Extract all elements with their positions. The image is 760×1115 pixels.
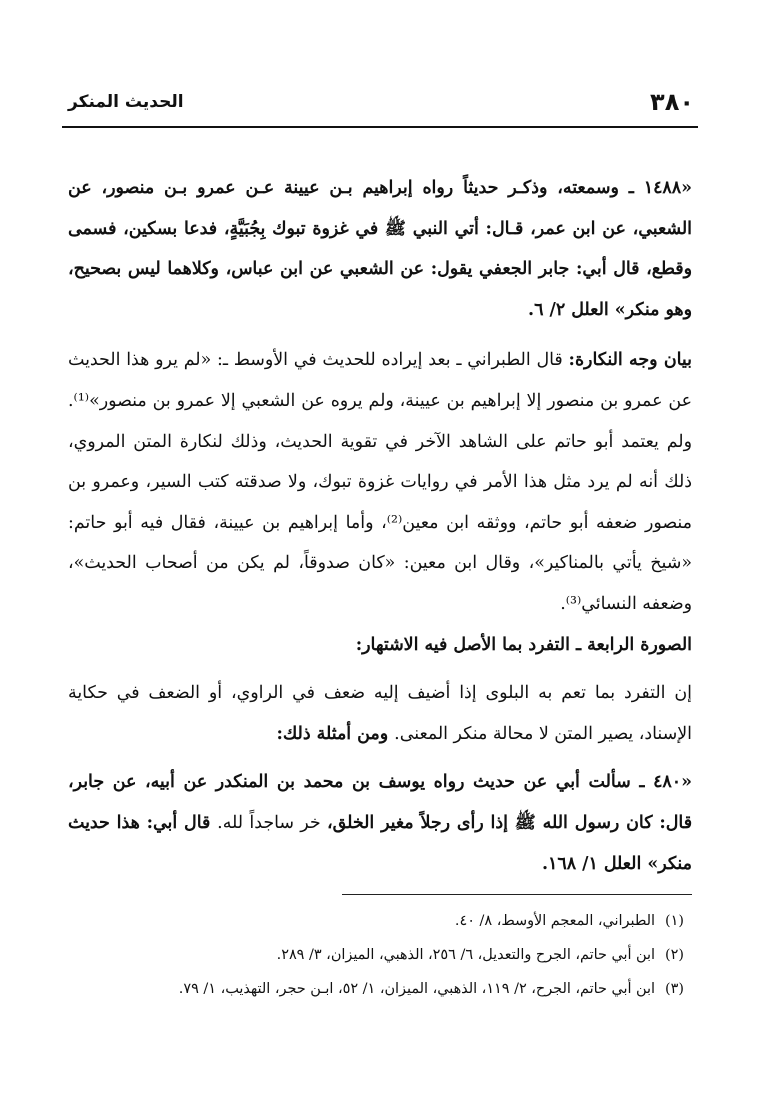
footnote-text: ابن أبي حاتم، الجرح والتعديل، ٦/ ٢٥٦، الذهبي، الميزان، ٣/ ٢٨٩. [276, 947, 656, 963]
footnote-number: (٢) [665, 947, 684, 963]
intro-text: إن التفرد بما تعم به البلوى إذا أضيف إليه ضعف في الراوي، أو الضعف في حكاية الإسناد، يصير المتن لا محالة منكر المعنى. [68, 683, 692, 744]
footnote-number: (١) [665, 913, 684, 929]
footnotes [74, 906, 684, 1008]
explanation-lead: بيان وجه النكارة: [568, 350, 693, 371]
hadith-480-part-b: قال أبي: هذا حديث منكر» العلل ١/ ١٦٨. [68, 812, 692, 874]
explanation-text: قال الطبراني ـ بعد إيراده للحديث في الأوسط ـ: «لم يرو هذا الحديث عن عمرو بن منصور إلا إبراهيم بن عيينة، ولم يروه عن الشعبي إلا عمرو بن منصور»⁽¹⁾. ولم يعتمد أبو حاتم على الشاهد الآخر في تقوية الحديث، وذلك لنكارة المتن المروي، ذلك أنه لم يرد مثل هذا الأمر في روايات غزوة تبوك، ولا صدقته كتب السير، وعمرو بن منصور ضعفه أبو حاتم، ووثقه ابن معين⁽²⁾، وأما إبراهيم بن عيينة، فقال فيه أبو حاتم: «شيخ يأتي بالمناكير»، وقال ابن معين: «كان صدوقاً، لم يكن من أصحاب الحديث»، وضعفه النسائي⁽³⁾. [68, 350, 692, 614]
footnote [74, 906, 684, 936]
intro-tail: ومن أمثلة ذلك: [276, 723, 395, 744]
section-heading: الصورة الرابعة ـ التفرد بما الأصل فيه الاشتهار: [355, 634, 692, 655]
hadith-480-part-a: «٤٨٠ ـ سألت أبي عن حديث رواه يوسف بن محمد بن المنكدر عن أبيه، عن جابر، قال: كان رسول الله ﷺ إذا رأى رجلاً مغير الخلق، [68, 772, 693, 833]
footnote-rule [342, 894, 692, 895]
quoted-hadith-480 [68, 762, 692, 884]
page-number: ٣٨٠ [650, 88, 694, 116]
footnote-text: ابن أبي حاتم، الجرح، ٢/ ١١٩، الذهبي، الميزان، ١/ ٥٢، ابـن حجر، التهذيب، ١/ ٧٩. [178, 981, 656, 997]
paragraph-intro [68, 673, 692, 754]
footnote-text: الطبراني، المعجم الأوسط، ٨/ ٤٠. [454, 913, 656, 929]
header-rule [62, 126, 698, 128]
footnote-number: (٣) [665, 981, 684, 997]
running-title: الحديث المنكر [68, 92, 184, 112]
hadith-480-plain: خر ساجداً لله. [217, 812, 327, 833]
footnote [74, 940, 684, 970]
quoted-hadith-1488: «١٤٨٨ ـ وسمعته، وذكـر حديثاً رواه إبراهيم بـن عيينة عـن عمرو بـن منصور، عن الشعبي، عن ابن عمر، قـال: أتي النبي ﷺ في غزوة تبوك بِجُبَيَّةٍ، فدعا بسكين، فسمى وقطع، قال أبي: جابر الجعفي يقول: عن الشعبي عن ابن عباس، وكلاهما ليس بصحيح، وهو منكر» العلل ٢/ ٦. [68, 178, 692, 320]
footnote [74, 974, 684, 1004]
page-header [62, 82, 698, 122]
paragraph-explanation [68, 340, 692, 624]
main-text [68, 168, 692, 884]
